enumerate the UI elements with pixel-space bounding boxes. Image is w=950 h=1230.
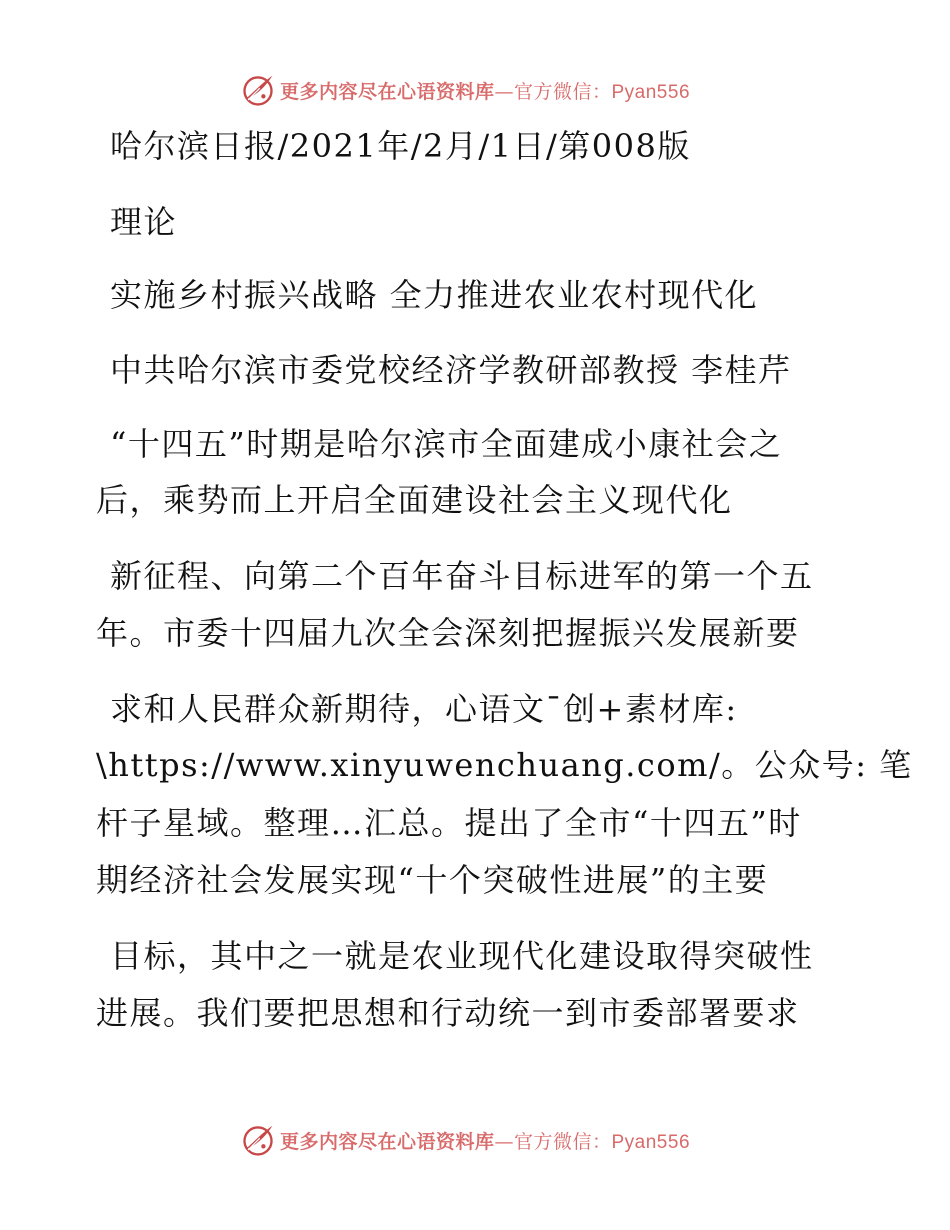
body-line: 杆子星域。整理…汇总。提出了全市“十四五”时 (96, 804, 802, 842)
body-line: 期经济社会发展实现“十个突破性进展”的主要 (96, 861, 769, 899)
body-line: 进展。我们要把思想和行动统一到市委部署要求 (96, 994, 800, 1032)
body-line: “十四五”时期是哈尔滨市全面建成小康社会之 (110, 425, 783, 463)
watermark-wechat-id: Pyan556 (611, 81, 691, 103)
body-line: 目标，其中之一就是农业现代化建设取得突破性 (110, 937, 814, 975)
watermark-official-text: 官方微信： (513, 1130, 612, 1153)
header-watermark (0, 70, 950, 110)
article-title: 实施乡村振兴战略 全力推进农业农村现代化 (110, 276, 759, 314)
article-author: 中共哈尔滨市委党校经济学教研部教授 李桂芹 (110, 351, 792, 389)
watermark-text (280, 1127, 690, 1154)
feather-pen-logo-icon (240, 1122, 276, 1158)
body-line: 后，乘势而上开启全面建设社会主义现代化 (96, 481, 733, 519)
watermark-text (280, 77, 690, 104)
article-source: 哈尔滨日报/2021年/2月/1日/第008版 (110, 127, 691, 165)
watermark-official-text: 官方微信： (513, 80, 612, 103)
body-line: \https://www.xinyuwenchuang.com/。公众号: 笔 (96, 746, 913, 784)
body-line: 求和人民群众新期待，心语文¯创+素材库: (110, 690, 738, 728)
watermark-wechat-id: Pyan556 (611, 1131, 691, 1153)
watermark-dash: — (494, 80, 514, 103)
feather-pen-logo-icon (240, 72, 276, 108)
watermark-dash: — (494, 1130, 514, 1153)
body-line: 新征程、向第二个百年奋斗目标进军的第一个五 (110, 557, 814, 595)
watermark-main-text: 更多内容尽在心语资料库 (279, 80, 495, 103)
footer-watermark (0, 1120, 950, 1160)
body-line: 年。市委十四届九次全会深刻把握振兴发展新要 (96, 614, 800, 652)
watermark-main-text: 更多内容尽在心语资料库 (279, 1130, 495, 1153)
article-section: 理论 (110, 203, 178, 241)
